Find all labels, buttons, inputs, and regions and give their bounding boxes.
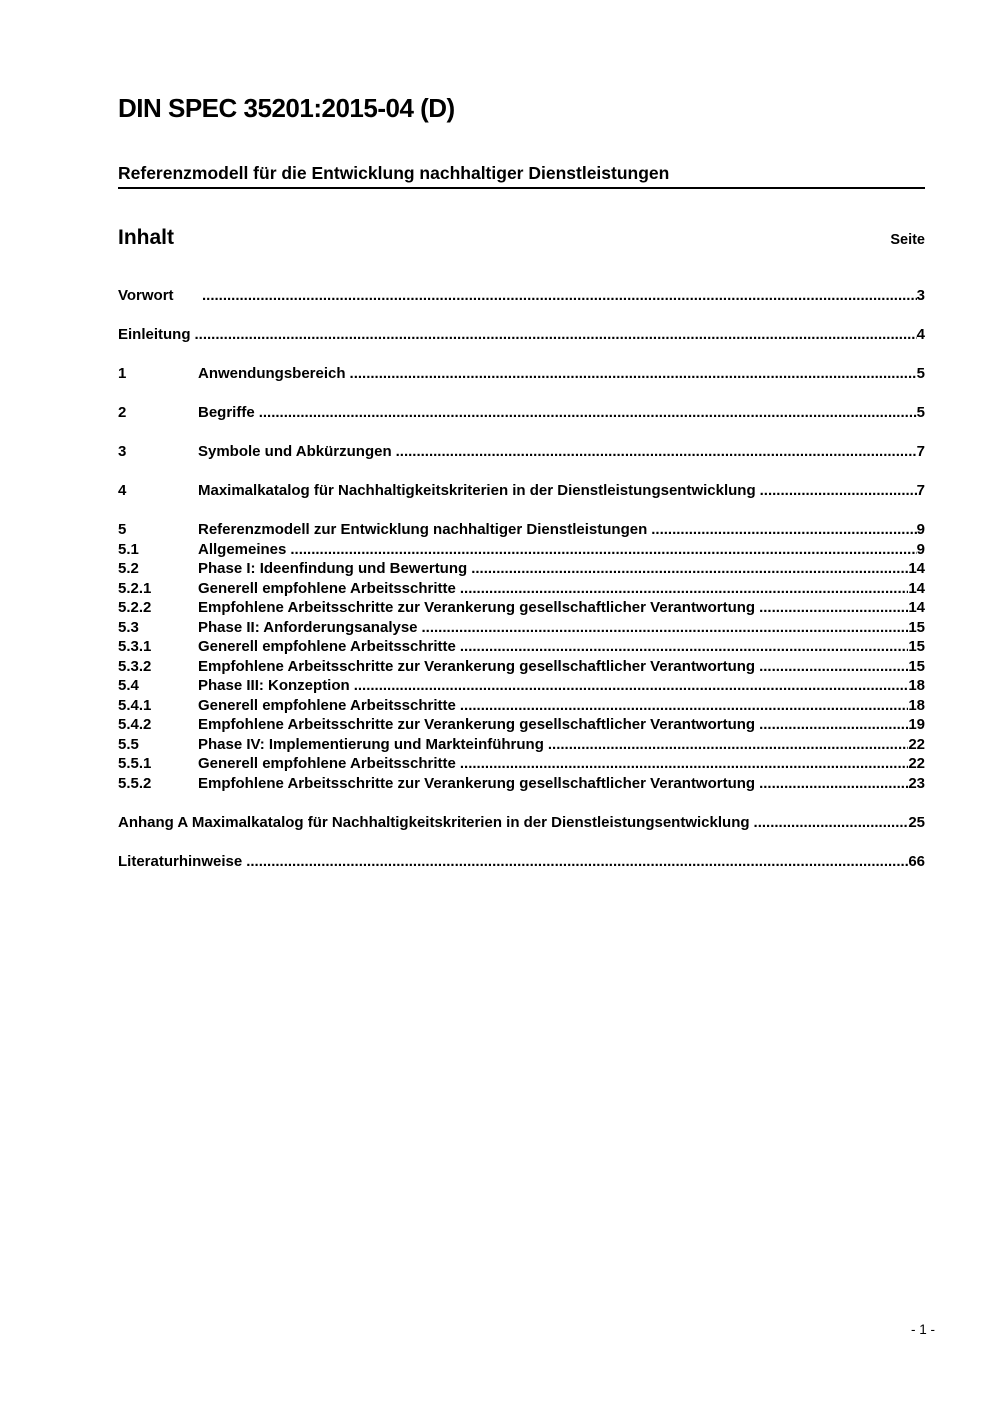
toc-leader-dots bbox=[456, 579, 908, 599]
toc-entry-page: 22 bbox=[908, 735, 925, 753]
toc-entry-label: Anwendungsbereich bbox=[198, 365, 346, 382]
toc-entry-number: 5.4 bbox=[118, 677, 139, 694]
toc-entry-label: Referenzmodell zur Entwicklung nachhaltiger Dienstleistungen bbox=[198, 521, 648, 538]
toc-entry-label: Symbole und Abkürzungen bbox=[198, 443, 392, 460]
toc-leader-dots bbox=[392, 442, 917, 462]
toc-entry[interactable] bbox=[118, 735, 925, 755]
toc-entry[interactable] bbox=[118, 598, 925, 618]
toc-entry-page: 9 bbox=[916, 540, 925, 558]
toc-entry-page: 3 bbox=[916, 287, 925, 304]
toc-entry-page: 5 bbox=[916, 365, 925, 382]
toc-entry-label: Generell empfohlene Arbeitsschritte bbox=[198, 638, 456, 655]
toc-entry-page: 15 bbox=[908, 657, 925, 675]
toc-entry-number: 5.3.2 bbox=[118, 657, 152, 675]
toc-leader-dots bbox=[750, 813, 909, 833]
toc-entry-number: 5.5 bbox=[118, 735, 139, 753]
toc-entry-number: 3 bbox=[118, 443, 127, 460]
toc-entry-number: 5.4.1 bbox=[118, 696, 152, 714]
toc-leader-dots bbox=[755, 774, 908, 794]
toc-leader-dots bbox=[418, 618, 909, 638]
toc-entry-label: Generell empfohlene Arbeitsschritte bbox=[198, 579, 456, 597]
toc-entry[interactable] bbox=[118, 657, 925, 677]
toc-leader-dots bbox=[544, 735, 908, 755]
toc-entry-page: 14 bbox=[908, 579, 925, 597]
toc-entry[interactable] bbox=[118, 754, 925, 774]
toc-leader-dots bbox=[756, 481, 917, 501]
toc-entry-label: Empfohlene Arbeitsschritte zur Verankerung gesellschaftlicher Verantwortung bbox=[198, 774, 756, 792]
toc-entry-number: 1 bbox=[118, 365, 127, 382]
toc-entry[interactable] bbox=[118, 676, 925, 696]
toc-entry-number: 5.2.2 bbox=[118, 599, 152, 616]
toc-entry-page: 7 bbox=[916, 482, 925, 499]
toc-entry-page: 22 bbox=[908, 755, 925, 772]
toc-entry-number: 5.3 bbox=[118, 618, 139, 636]
page-content bbox=[118, 0, 925, 871]
toc-entry[interactable] bbox=[118, 579, 925, 599]
toc-entry-page: 15 bbox=[908, 638, 925, 655]
toc-entry[interactable] bbox=[118, 520, 925, 540]
toc-entry[interactable] bbox=[118, 286, 925, 306]
toc-entry[interactable] bbox=[118, 696, 925, 716]
toc-leader-dots bbox=[755, 715, 908, 735]
document-title: DIN SPEC 35201:2015-04 (D) bbox=[118, 93, 455, 123]
toc-leader-dots bbox=[456, 754, 908, 774]
toc-entry-page: 23 bbox=[908, 774, 925, 792]
toc-entry[interactable] bbox=[118, 481, 925, 501]
toc-entry-label: Literaturhinweise bbox=[118, 852, 243, 870]
toc-leader-dots bbox=[350, 676, 909, 696]
toc-entry-number: 5.4.2 bbox=[118, 716, 152, 733]
toc-entry[interactable] bbox=[118, 618, 925, 638]
toc-leader-dots bbox=[467, 559, 908, 579]
toc-entry-page: 66 bbox=[908, 852, 925, 870]
toc-entry[interactable] bbox=[118, 637, 925, 657]
toc-entry-number: 4 bbox=[118, 482, 127, 499]
table-of-contents bbox=[118, 286, 925, 871]
toc-entry-label: Empfohlene Arbeitsschritte zur Verankerung gesellschaftlicher Verantwortung bbox=[198, 599, 756, 616]
toc-entry-label: Vorwort bbox=[118, 287, 174, 304]
toc-entry[interactable] bbox=[118, 715, 925, 735]
toc-entry-label: Phase I: Ideenfindung und Bewertung bbox=[198, 560, 468, 577]
toc-entry[interactable] bbox=[118, 774, 925, 794]
toc-leader-dots bbox=[755, 598, 908, 618]
toc-leader-dots bbox=[346, 364, 917, 384]
toc-entry-page: 14 bbox=[908, 560, 925, 577]
toc-entry-label: Generell empfohlene Arbeitsschritte bbox=[198, 755, 456, 772]
toc-leader-dots bbox=[242, 852, 908, 872]
toc-entry-page: 25 bbox=[908, 813, 925, 831]
toc-entry-number: 5.2 bbox=[118, 560, 139, 577]
toc-leader-dots bbox=[456, 696, 908, 716]
toc-leader-dots bbox=[191, 325, 917, 345]
toc-entry-number: 5.5.2 bbox=[118, 774, 152, 792]
page-column-label: Seite bbox=[890, 232, 925, 248]
toc-entry-label: Empfohlene Arbeitsschritte zur Verankerung gesellschaftlicher Verantwortung bbox=[198, 716, 756, 733]
document-subtitle: Referenzmodell für die Entwicklung nachhaltiger Dienstleistungen bbox=[118, 163, 925, 189]
toc-entry-label: Maximalkatalog für Nachhaltigkeitskriterien in der Dienstleistungsentwicklung bbox=[198, 482, 756, 499]
toc-entry[interactable] bbox=[118, 813, 925, 833]
toc-entry[interactable] bbox=[118, 364, 925, 384]
toc-entry-number: 5.3.1 bbox=[118, 638, 152, 655]
toc-entry[interactable] bbox=[118, 852, 925, 872]
toc-entry-label: Begriffe bbox=[198, 404, 255, 421]
toc-entry-number: 5 bbox=[118, 521, 127, 538]
toc-entry-number: 5.1 bbox=[118, 540, 139, 558]
toc-entry-page: 4 bbox=[916, 326, 925, 343]
toc-header-row bbox=[118, 226, 925, 250]
toc-entry-page: 9 bbox=[916, 521, 925, 538]
toc-entry[interactable] bbox=[118, 540, 925, 560]
toc-entry[interactable] bbox=[118, 325, 925, 345]
toc-entry-number: 5.5.1 bbox=[118, 755, 152, 772]
toc-entry-page: 18 bbox=[908, 696, 925, 714]
toc-leader-dots bbox=[647, 520, 916, 540]
toc-leader-dots bbox=[755, 657, 908, 677]
toc-leader-dots bbox=[456, 637, 908, 657]
toc-entry-label: Empfohlene Arbeitsschritte zur Verankerung gesellschaftlicher Verantwortung bbox=[198, 657, 756, 675]
toc-entry-number: 2 bbox=[118, 404, 127, 421]
toc-entry[interactable] bbox=[118, 559, 925, 579]
toc-entry-page: 14 bbox=[908, 599, 925, 616]
page-number-footer: - 1 - bbox=[910, 1322, 935, 1337]
toc-entry[interactable] bbox=[118, 442, 925, 462]
toc-entry-label: Anhang A Maximalkatalog für Nachhaltigkeitskriterien in der Dienstleistungsentwicklung bbox=[118, 813, 750, 831]
toc-entry-label: Generell empfohlene Arbeitsschritte bbox=[198, 696, 456, 714]
toc-entry-number: 5.2.1 bbox=[118, 579, 152, 597]
toc-leader-dots bbox=[255, 403, 917, 423]
toc-entry-label: Einleitung bbox=[118, 326, 191, 343]
toc-heading: Inhalt bbox=[118, 226, 174, 249]
toc-entry[interactable] bbox=[118, 403, 925, 423]
toc-entry-page: 19 bbox=[908, 716, 925, 733]
toc-entry-label: Allgemeines bbox=[198, 540, 287, 558]
toc-leader-dots bbox=[286, 540, 916, 560]
toc-entry-page: 18 bbox=[908, 677, 925, 694]
toc-leader-dots bbox=[198, 286, 917, 306]
toc-entry-label: Phase IV: Implementierung und Markteinführung bbox=[198, 735, 544, 753]
toc-entry-label: Phase III: Konzeption bbox=[198, 677, 350, 694]
toc-entry-page: 5 bbox=[916, 404, 925, 421]
toc-entry-page: 7 bbox=[916, 443, 925, 460]
toc-entry-page: 15 bbox=[908, 618, 925, 636]
toc-entry-label: Phase II: Anforderungsanalyse bbox=[198, 618, 418, 636]
